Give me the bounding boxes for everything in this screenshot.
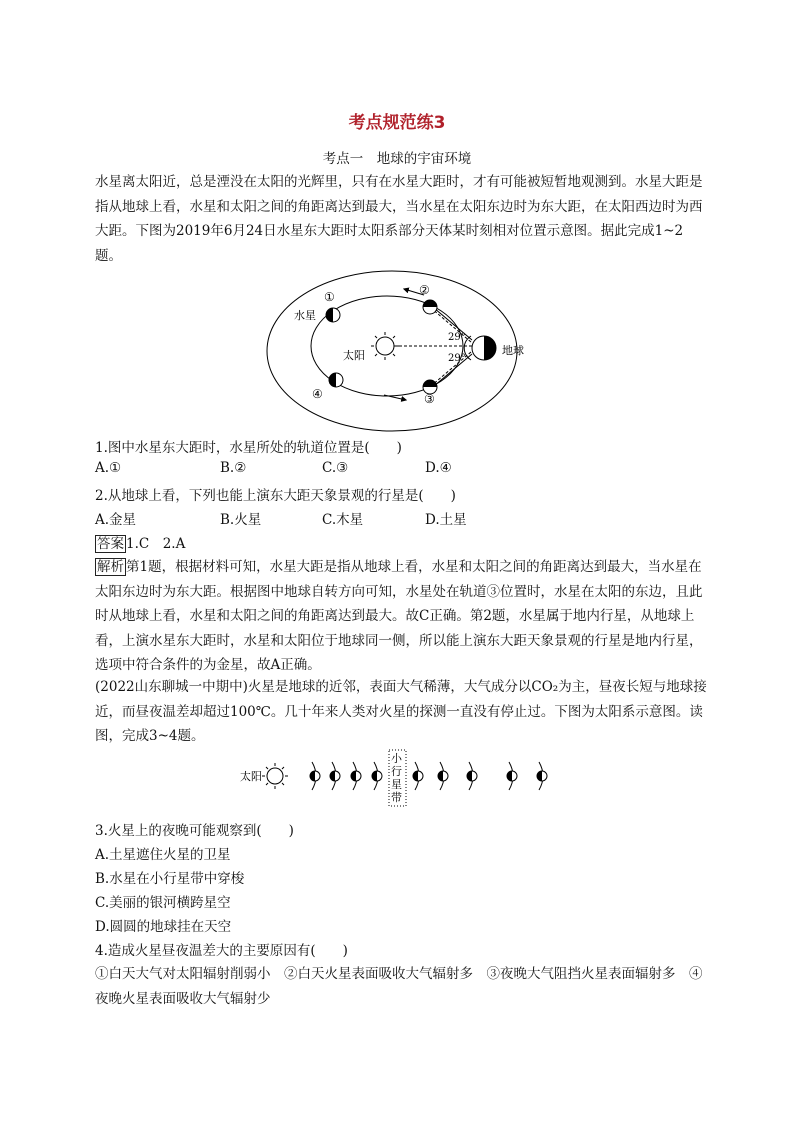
- q2-option-a: A.金星: [95, 512, 137, 528]
- q4-statements: ①白天大气对太阳辐射削弱小 ②白天火星表面吸收大气辐射多 ③夜晚大气阻挡火星表面辐射多 ④夜晚火星表面吸收大气辐射少: [95, 966, 703, 1007]
- q2-option-c: C.木星: [322, 512, 364, 528]
- planet-6: [438, 762, 448, 790]
- planet-9: [537, 762, 547, 790]
- planet-8: [507, 762, 517, 790]
- q3-option-d: D.圆圆的地球挂在天空: [95, 919, 232, 935]
- mercury-pos-1: [326, 308, 340, 322]
- answer-tag: 答案: [97, 536, 124, 552]
- q1-option-d: D.④: [425, 460, 452, 476]
- planet-1: [310, 762, 320, 790]
- label-pos-3: ③: [424, 392, 435, 406]
- analysis-tag: 解析: [97, 559, 124, 575]
- planet-2: [330, 762, 340, 790]
- label-sun-2: 太阳: [240, 770, 262, 783]
- intro-paragraph-1: 水星离太阳近，总是湮没在太阳的光辉里，只有在水星大距时，才有可能被短暂地观测到。水星大距是指从地球上看，水星和太阳之间的角距离达到最大，当水星在太阳东边时为东大距，在太阳西边时为西大距。下图为2019年6月24日水星东大距时太阳系部分天体某时刻相对位置示意图。据此完成1~2题。: [95, 174, 703, 264]
- label-pos-4: ④: [312, 387, 323, 401]
- label-angle-bottom: 29°: [448, 353, 466, 364]
- answer-line: [95, 532, 185, 552]
- mercury-pos-2: [423, 300, 437, 314]
- mercury-pos-4: [329, 373, 343, 387]
- svg-text:小: 小: [391, 752, 402, 765]
- mercury-elongation-diagram: [264, 268, 524, 434]
- question-1: 1.图中水星东大距时，水星所处的轨道位置是( ): [95, 440, 402, 456]
- planet-3: [351, 762, 361, 790]
- analysis-paragraph: [95, 555, 707, 678]
- answer-text: 1.C 2.A: [126, 536, 186, 552]
- asteroid-belt-label: [389, 750, 406, 806]
- planet-4: [372, 762, 382, 790]
- label-sun: 太阳: [343, 349, 365, 362]
- label-mercury: 水星: [294, 309, 316, 322]
- analysis-text: 第1题，根据材料可知，水星大距是指从地球上看，水星和太阳之间的角距离达到最大，当水星在太阳东边时为东大距。根据图中地球自转方向可知，水星处在轨道③位置时，水星在太阳的东边，且此时从地球上看，水星和太阳之间的角距离达到最大。故C正确。第2题，水星属于地内行星，从地球上看，上演水星东大距时，水星和太阳位于地球同一侧，所以能上演东大距天象景观的行星是地内行星，选项中符合条件的为金星，故A正确。: [95, 559, 703, 673]
- question-3: 3.火星上的夜晚可能观察到( ): [95, 823, 294, 839]
- solar-system-diagram: [240, 748, 560, 808]
- question-4: 4.造成火星昼夜温差大的主要原因有( ): [95, 943, 348, 959]
- svg-text:行: 行: [391, 765, 402, 778]
- q3-option-b: B.水星在小行星带中穿梭: [95, 871, 245, 887]
- label-pos-2: ②: [419, 283, 430, 297]
- sun-icon-2: [262, 763, 288, 789]
- planet-7: [467, 762, 477, 790]
- q1-option-c: C.③: [322, 460, 349, 476]
- intro-paragraph-2: (2022山东聊城一中期中)火星是地球的近邻，表面大气稀薄，大气成分以CO₂为主，昼夜长短与地球接近，而昼夜温差却超过100℃。几十年来人类对火星的探测一直没有停止过。下图为太阳系示意图。读图，完成3~4题。: [95, 679, 707, 744]
- page-title: 考点规范练3: [348, 113, 446, 133]
- section-heading: 考点一 地球的宇宙环境: [322, 151, 472, 167]
- label-pos-1: ①: [324, 290, 335, 304]
- label-angle-top: 29°: [448, 332, 466, 343]
- q2-option-b: B.火星: [220, 512, 262, 528]
- question-2: 2.从地球上看，下列也能上演东大距天象景观的行星是( ): [95, 488, 456, 504]
- q3-option-a: A.土星遮住火星的卫星: [95, 847, 231, 863]
- q3-option-c: C.美丽的银河横跨星空: [95, 895, 231, 911]
- q1-option-a: A.①: [95, 460, 122, 476]
- q2-option-d: D.土星: [425, 512, 467, 528]
- q1-option-b: B.②: [220, 460, 247, 476]
- label-earth: 地球: [502, 344, 524, 357]
- svg-text:星: 星: [391, 778, 402, 791]
- svg-text:带: 带: [391, 791, 402, 804]
- planet-5: [413, 762, 423, 790]
